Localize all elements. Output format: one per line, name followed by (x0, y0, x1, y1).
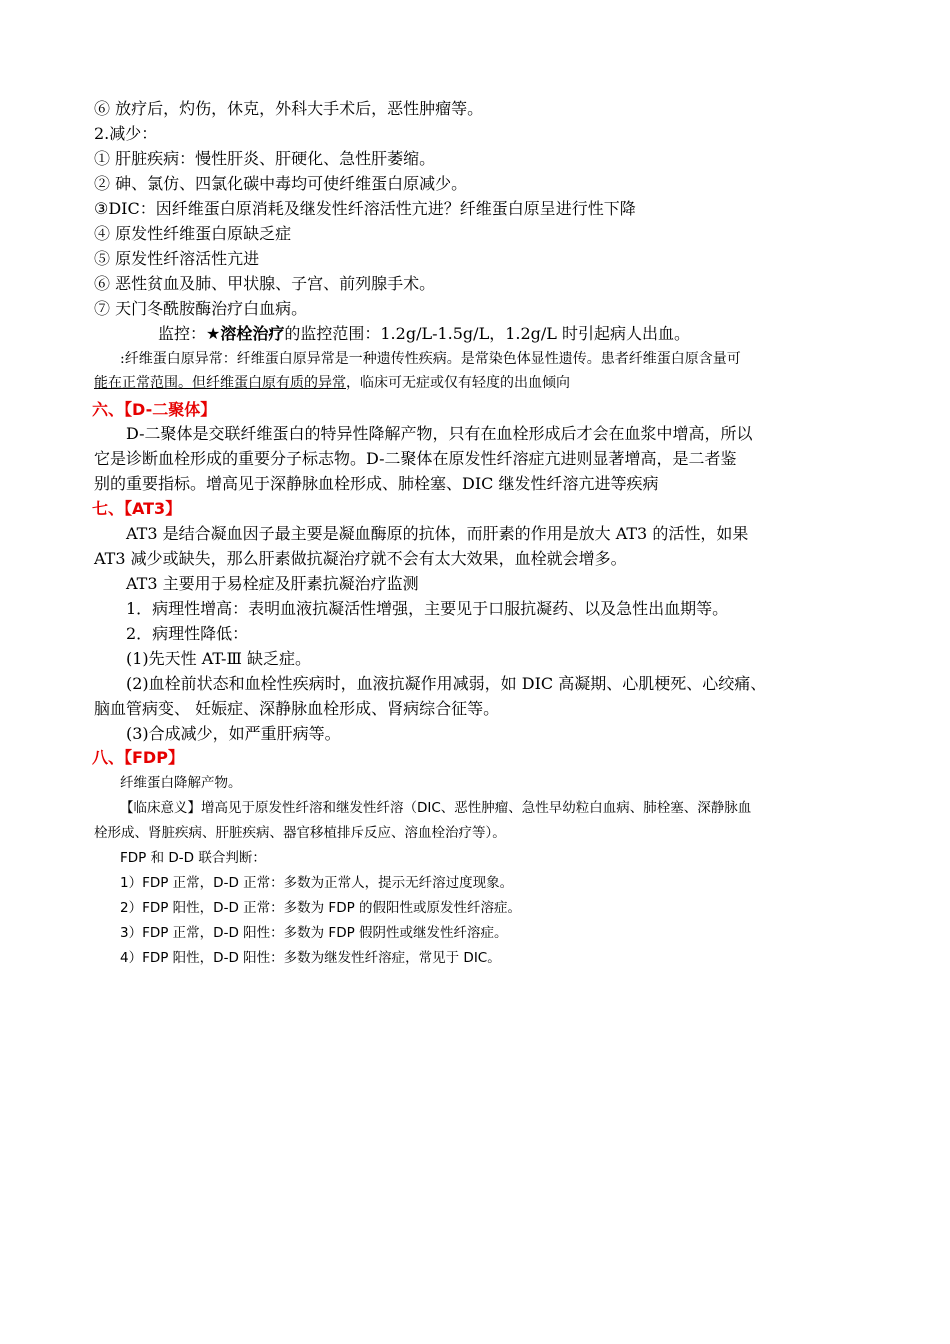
section-6-paragraph: 别的重要指标。增高见于深静脉血栓形成、肺栓塞、DIC 继发性纤溶亢进等疾病 (94, 474, 659, 493)
abnormal-underlined: 能在正常范围。但纤维蛋白原有质的异常 (94, 375, 346, 391)
monitor-line (158, 323, 690, 345)
section-7-paragraph: AT3 减少或缺失，那么肝素做抗凝治疗就不会有太大效果，血栓就会增多。 (94, 549, 627, 568)
monitor-thrombolysis-bold: ★溶栓治疗 (206, 324, 285, 343)
decrease-line: ③DIC：因纤维蛋白原消耗及继发性纤溶活性亢进？纤维蛋白原呈进行性下降 (94, 199, 636, 218)
decrease-line: ⑦ 天门冬酰胺酶治疗白血病。 (94, 299, 308, 318)
section-7-item: 脑血管病变、 妊娠症、深静脉血栓形成、肾病综合征等。 (94, 699, 500, 718)
section-7-paragraph: AT3 主要用于易栓症及肝素抗凝治疗监测 (126, 574, 419, 593)
section-6-heading: 六、【D-二聚体】 (92, 400, 217, 419)
abnormal-rest: ，临床可无症或仅有轻度的出血倾向 (346, 375, 570, 391)
section-8-item: 4）FDP 阳性，D-D 阳性：多数为继发性纤溶症，常见于 DIC。 (120, 950, 501, 966)
section-8-item: 3）FDP 正常，D-D 阳性：多数为 FDP 假阴性或继发性纤溶症。 (120, 925, 508, 941)
section-8-paragraph: 栓形成、肾脏疾病、肝脏疾病、器官移植排斥反应、溶血栓治疗等）。 (94, 825, 506, 841)
monitor-prefix: 监控： (158, 324, 207, 343)
decrease-line: ⑤ 原发性纤溶活性亢进 (94, 249, 260, 268)
section-7-item: 1．病理性增高：表明血液抗凝活性增强，主要见于口服抗凝药、以及急性出血期等。 (126, 599, 729, 618)
section-6-paragraph: D-二聚体是交联纤维蛋白的特异性降解产物，只有在血栓形成后才会在血浆中增高，所以 (126, 424, 753, 443)
section-7-item: (3)合成减少，如严重肝病等。 (126, 724, 341, 743)
monitor-suffix: 的监控范围：1.2g/L-1.5g/L，1.2g/L 时引起病人出血。 (284, 324, 690, 343)
decrease-heading: 2.减少： (94, 124, 158, 143)
decrease-line: ① 肝脏疾病：慢性肝炎、肝硬化、急性肝萎缩。 (94, 149, 436, 168)
abnormal-line-1: :纤维蛋白原异常：纤维蛋白原异常是一种遗传性疾病。是常染色体显性遗传。患者纤维蛋白原含量可 (120, 351, 741, 367)
section-8-paragraph: 纤维蛋白降解产物。 (120, 775, 242, 791)
decrease-line: ② 砷、氯仿、四氯化碳中毒均可使纤维蛋白原减少。 (94, 174, 468, 193)
section-7-item: (2)血栓前状态和血栓性疾病时，血液抗凝作用减弱，如 DIC 高凝期、心肌梗死、心绞痛、 (126, 674, 767, 693)
section-7-heading: 七、【AT3】 (92, 499, 182, 518)
section-8-paragraph: 【临床意义】增高见于原发性纤溶和继发性纤溶（DIC、恶性肿瘤、急性早幼粒白血病、肺栓塞、深静脉血 (120, 800, 752, 816)
abnormal-line-2 (94, 373, 570, 393)
section-8-item: 1）FDP 正常，D-D 正常：多数为正常人，提示无纤溶过度现象。 (120, 875, 514, 891)
section-6-paragraph: 它是诊断血栓形成的重要分子标志物。D-二聚体在原发性纤溶症亢进则显著增高，是二者鉴 (94, 449, 737, 468)
section-8-heading: 八、【FDP】 (92, 748, 184, 767)
section-7-item: (1)先天性 AT-Ⅲ 缺乏症。 (126, 649, 311, 668)
section-8-item: 2）FDP 阳性，D-D 正常：多数为 FDP 的假阳性或原发性纤溶症。 (120, 900, 522, 916)
decrease-line: ⑥ 恶性贫血及肺、甲状腺、子宫、前列腺手术。 (94, 274, 436, 293)
section-7-paragraph: AT3 是结合凝血因子最主要是凝血酶原的抗体，而肝素的作用是放大 AT3 的活性，如果 (126, 524, 749, 543)
section-8-paragraph: FDP 和 D-D 联合判断： (120, 850, 266, 866)
decrease-line: ⑥ 放疗后，灼伤，休克，外科大手术后，恶性肿瘤等。 (94, 99, 484, 118)
section-7-item: 2．病理性降低： (126, 624, 249, 643)
decrease-line: ④ 原发性纤维蛋白原缺乏症 (94, 224, 292, 243)
